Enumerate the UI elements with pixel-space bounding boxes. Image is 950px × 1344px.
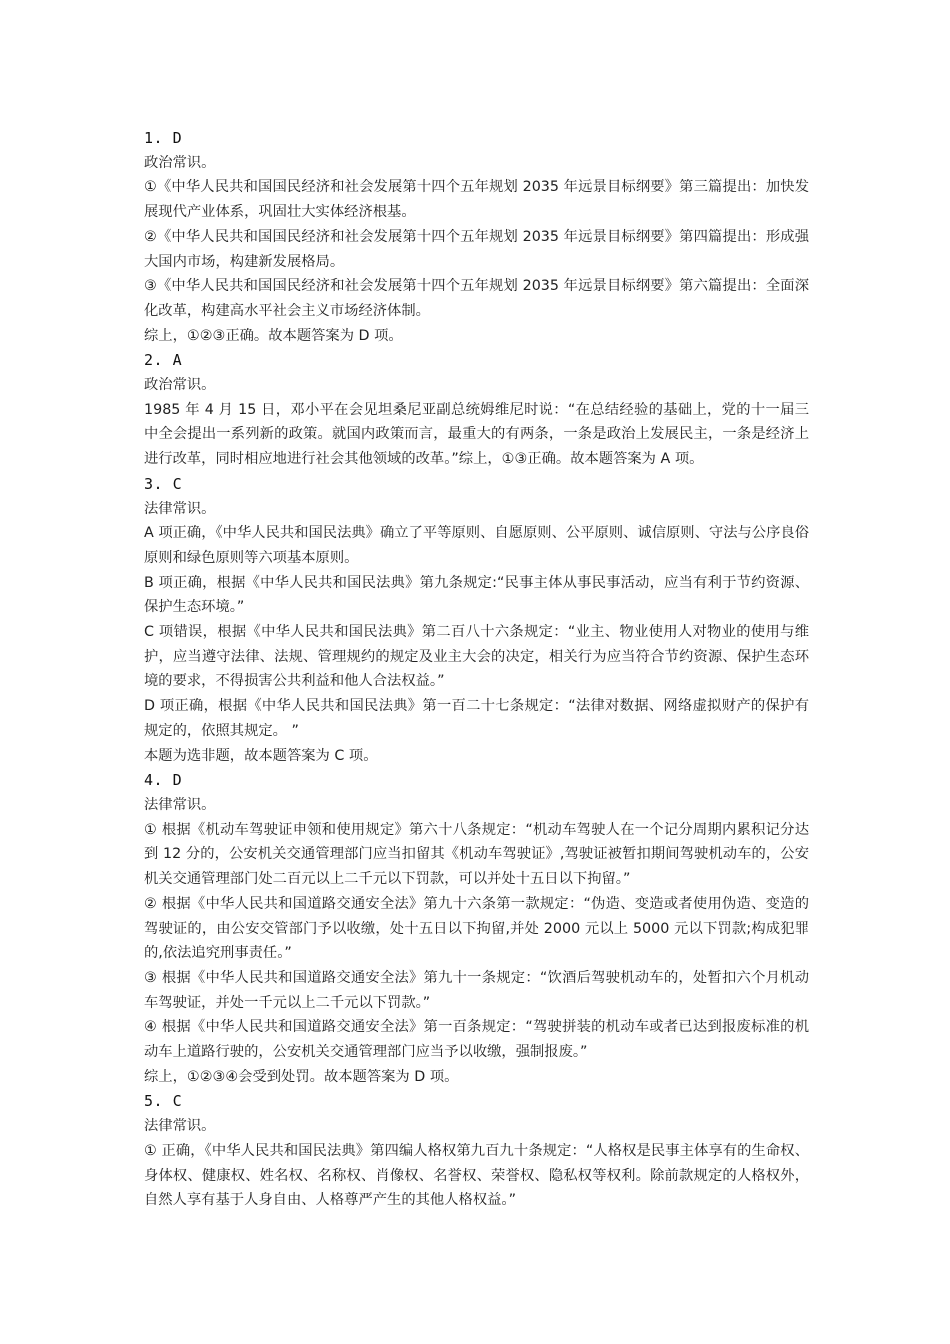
explanation-paragraph: D 项正确，根据《中华人民共和国民法典》第一百二十七条规定：“法律对数据、网络虚拟财产的保护有规定的，依照其规定。 ” (144, 698, 809, 739)
explanation-paragraph: C 项错误，根据《中华人民共和国民法典》第二百八十六条规定：“业主、物业使用人对物业的使用与维护，应当遵守法律、法规、管理规约的规定及业主大会的决定，相关行为应当符合节约资源、保护生态环境的要求，不得损害公共利益和他人合法权益。” (144, 624, 809, 690)
explanation-paragraph: ③《中华人民共和国国民经济和社会发展第十四个五年规划 2035 年远景目标纲要》第六篇提出：全面深化改革，构建高水平社会主义市场经济体制。 (144, 278, 809, 319)
question-3 (144, 472, 809, 768)
question-4 (144, 768, 809, 1089)
explanation-paragraph: ② 根据《中华人民共和国道路交通安全法》第九十六条第一款规定：“伪造、变造或者使用伪造、变造的驾驶证的，由公安交管部门予以收缴，处十五日以下拘留,并处 2000 元以上 5000 元以下罚款;构成犯罪的,依法追究刑事责任。” (144, 895, 809, 962)
question-2 (144, 348, 809, 472)
answer-explanations-document (144, 126, 809, 1213)
question-number: 2. A (144, 351, 183, 370)
question-number: 4. D (144, 771, 183, 790)
conclusion-paragraph: 综上，①②③④会受到处罚。故本题答案为 D 项。 (144, 1068, 459, 1085)
question-1 (144, 126, 809, 348)
category-label: 政治常识。 (144, 154, 216, 171)
category-label: 法律常识。 (144, 1118, 216, 1135)
explanation-paragraph: ① 正确，《中华人民共和国民法典》第四编人格权第九百九十条规定：“人格权是民事主体享有的生命权、身体权、健康权、姓名权、名称权、肖像权、名誉权、荣誉权、隐私权等权利。除前款规定的人格权外，自然人享有基于人身自由、人格尊严产生的其他人格权益。” (144, 1142, 809, 1209)
category-label: 法律常识。 (144, 500, 216, 517)
explanation-paragraph: A 项正确，《中华人民共和国民法典》确立了平等原则、自愿原则、公平原则、诚信原则、守法与公序良俗原则和绿色原则等六项基本原则。 (144, 525, 809, 566)
explanation-paragraph: B 项正确，根据《中华人民共和国民法典》第九条规定:“民事主体从事民事活动，应当有利于节约资源、保护生态环境。” (144, 574, 809, 616)
explanation-paragraph: ③ 根据《中华人民共和国道路交通安全法》第九十一条规定：“饮酒后驾驶机动车的，处暂扣六个月机动车驾驶证，并处一千元以上二千元以下罚款。” (144, 969, 809, 1011)
question-number: 5. C (144, 1092, 183, 1111)
explanation-paragraph: ①《中华人民共和国国民经济和社会发展第十四个五年规划 2035 年远景目标纲要》第三篇提出：加快发展现代产业体系，巩固壮大实体经济根基。 (144, 179, 809, 221)
explanation-paragraph: ① 根据《机动车驾驶证申领和使用规定》第六十八条规定：“机动车驾驶人在一个记分周期内累积记分达到 12 分的，公安机关交通管理部门应当扣留其《机动车驾驶证》,驾驶证被暂扣期间驾驶机动车的，公安机关交通管理部门处二百元以上二千元以下罚款，可以并处十五日以下拘留。” (144, 821, 809, 888)
explanation-paragraph: 1985 年 4 月 15 日，邓小平在会见坦桑尼亚副总统姆维尼时说：“在总结经验的基础上，党的十一届三中全会提出一系列新的政策。就国内政策而言，最重大的有两条，一条是政治上发展民主，一条是经济上进行改革，同时相应地进行社会其他领域的改革。”综上，①③正确。故本题答案为 A 项。 (144, 401, 809, 468)
conclusion-paragraph: 本题为选非题，故本题答案为 C 项。 (144, 747, 378, 764)
explanation-paragraph: ②《中华人民共和国国民经济和社会发展第十四个五年规划 2035 年远景目标纲要》第四篇提出：形成强大国内市场，构建新发展格局。 (144, 228, 809, 270)
question-5 (144, 1089, 809, 1213)
question-number: 3. C (144, 474, 183, 493)
explanation-paragraph: ④ 根据《中华人民共和国道路交通安全法》第一百条规定：“驾驶拼装的机动车或者已达到报废标准的机动车上道路行驶的，公安机关交通管理部门应当予以收缴，强制报废。” (144, 1019, 809, 1061)
conclusion-paragraph: 综上，①②③正确。故本题答案为 D 项。 (144, 327, 403, 344)
question-number: 1. D (144, 129, 183, 147)
category-label: 法律常识。 (144, 796, 216, 813)
category-label: 政治常识。 (144, 377, 216, 394)
